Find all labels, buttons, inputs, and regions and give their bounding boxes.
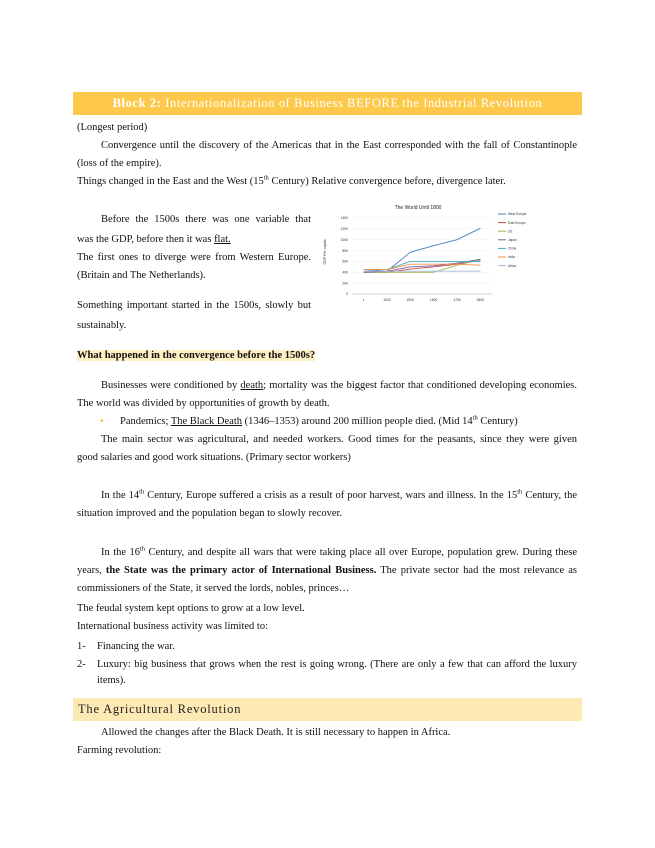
bullet-icon: • (100, 415, 104, 427)
legend-label: Africa (508, 263, 517, 268)
intro-line-3: (loss of the empire). (77, 158, 162, 169)
chart-x-ticks (363, 298, 484, 302)
series-line-india (364, 264, 481, 269)
death-paragraph-1: Businesses were conditioned by death; mortality was the biggest factor that conditioned developing economies. (101, 380, 577, 391)
list-item-2: Luxury: big business that grows when the rest is going wrong. (There are only a few that can afford the luxury (97, 659, 577, 670)
convergence-question: What happened in the convergence before the 1500s? (77, 350, 316, 361)
feudal-line: The feudal system kept options to grow at a low level. (77, 603, 305, 614)
x-tick-label: 1800 (476, 298, 485, 302)
block-heading-band (73, 92, 582, 115)
x-tick-label: 1500 (406, 298, 415, 302)
y-tick-label: 1000 (340, 237, 348, 242)
list-number-1: 1- (77, 641, 86, 652)
chart-legend (498, 212, 527, 268)
agriculture-line-2: good salaries and good work situations. (Primary sector workers) (77, 452, 351, 463)
state-primary-actor-bold: the State was the primary actor of International Business. (105, 565, 377, 576)
state-line-2: years, the State was the primary actor of International Business. The private sector had the most relevance as (77, 565, 577, 576)
y-tick-label: 1200 (340, 227, 348, 232)
y-tick-label: 600 (342, 259, 348, 264)
y-tick-label: 0 (346, 292, 348, 297)
gdp-line-5: Something important started in the 1500s, slowly but (77, 300, 311, 311)
agricultural-revolution-heading: The Agricultural Revolution (73, 698, 582, 721)
gdp-line-chart (322, 202, 530, 306)
legend-label: India (508, 255, 515, 260)
gdp-line-3: The first ones to diverge were from Western Europe. (77, 252, 311, 263)
chart-ylabel: GDP Per capita (323, 239, 327, 265)
agri-rev-line-1: Allowed the changes after the Black Death. It is still necessary to happen in Africa. (101, 727, 451, 738)
block-number: Block 2: (112, 96, 162, 110)
death-paragraph-2: The world was divided by opportunities of growth by death. (77, 398, 330, 409)
legend-label: US (508, 229, 513, 234)
x-tick-label: 1 (362, 298, 365, 302)
chart-series (364, 228, 481, 272)
state-line-3: commissioners of the State, it served the lords, nobles, princes… (77, 583, 350, 594)
x-tick-label: 1700 (453, 298, 461, 302)
x-tick-label: 1600 (429, 298, 438, 302)
x-tick-label: 1000 (383, 298, 391, 302)
legend-label: Japan (508, 238, 517, 242)
intro-line-1: (Longest period) (77, 122, 148, 133)
crisis-line-1: In the 14th Century, Europe suffered a crisis as a result of poor harvest, wars and illness. In the 15th Century, the (101, 488, 577, 501)
chart-title: The World Until 1800 (394, 205, 442, 211)
y-tick-label: 400 (342, 270, 348, 275)
list-number-2: 2- (77, 659, 86, 670)
agriculture-line-1: The main sector was agricultural, and needed workers. Good times for the peasants, since they were given (101, 434, 577, 445)
legend-label: East Europe (508, 220, 526, 225)
flat-underlined: flat. (214, 234, 231, 245)
gdp-line-6: sustainably. (77, 320, 127, 331)
list-item-2-cont: items). (97, 675, 126, 686)
limited-line: International business activity was limited to: (77, 621, 269, 632)
gdp-line-1: Before the 1500s there was one variable that (101, 214, 311, 225)
legend-label: West Europe (508, 212, 527, 217)
chart-y-ticks (340, 216, 348, 296)
agri-rev-line-2: Farming revolution: (77, 745, 162, 756)
gdp-line-2: was the GDP, before then it was flat. (77, 234, 231, 245)
state-line-1: In the 16th Century, and despite all wars that were taking place all over Europe, population grew. During these (101, 545, 578, 558)
gdp-line-4: (Britain and The Netherlands). (77, 270, 206, 281)
pandemics-item: Pandemics; The Black Death (1346–1353) around 200 million people died. (Mid 14th Century) (120, 414, 518, 427)
list-item-1: Financing the war. (97, 641, 175, 652)
crisis-line-2: situation improved and the population began to slowly recover. (77, 508, 343, 519)
intro-line-2: Convergence until the discovery of the Americas that in the East corresponded with the fall of Constantinople (101, 140, 577, 151)
intro-line-4: Things changed in the East and the West (15th Century) Relative convergence before, divergence later. (77, 174, 506, 187)
y-tick-label: 200 (342, 281, 348, 286)
legend-label: China (508, 246, 517, 251)
chart-gridlines (352, 218, 492, 294)
y-tick-label: 800 (342, 248, 348, 253)
y-tick-label: 1400 (340, 216, 348, 221)
block-title: Internationalization of Business BEFORE the Industrial Revolution (165, 96, 543, 110)
